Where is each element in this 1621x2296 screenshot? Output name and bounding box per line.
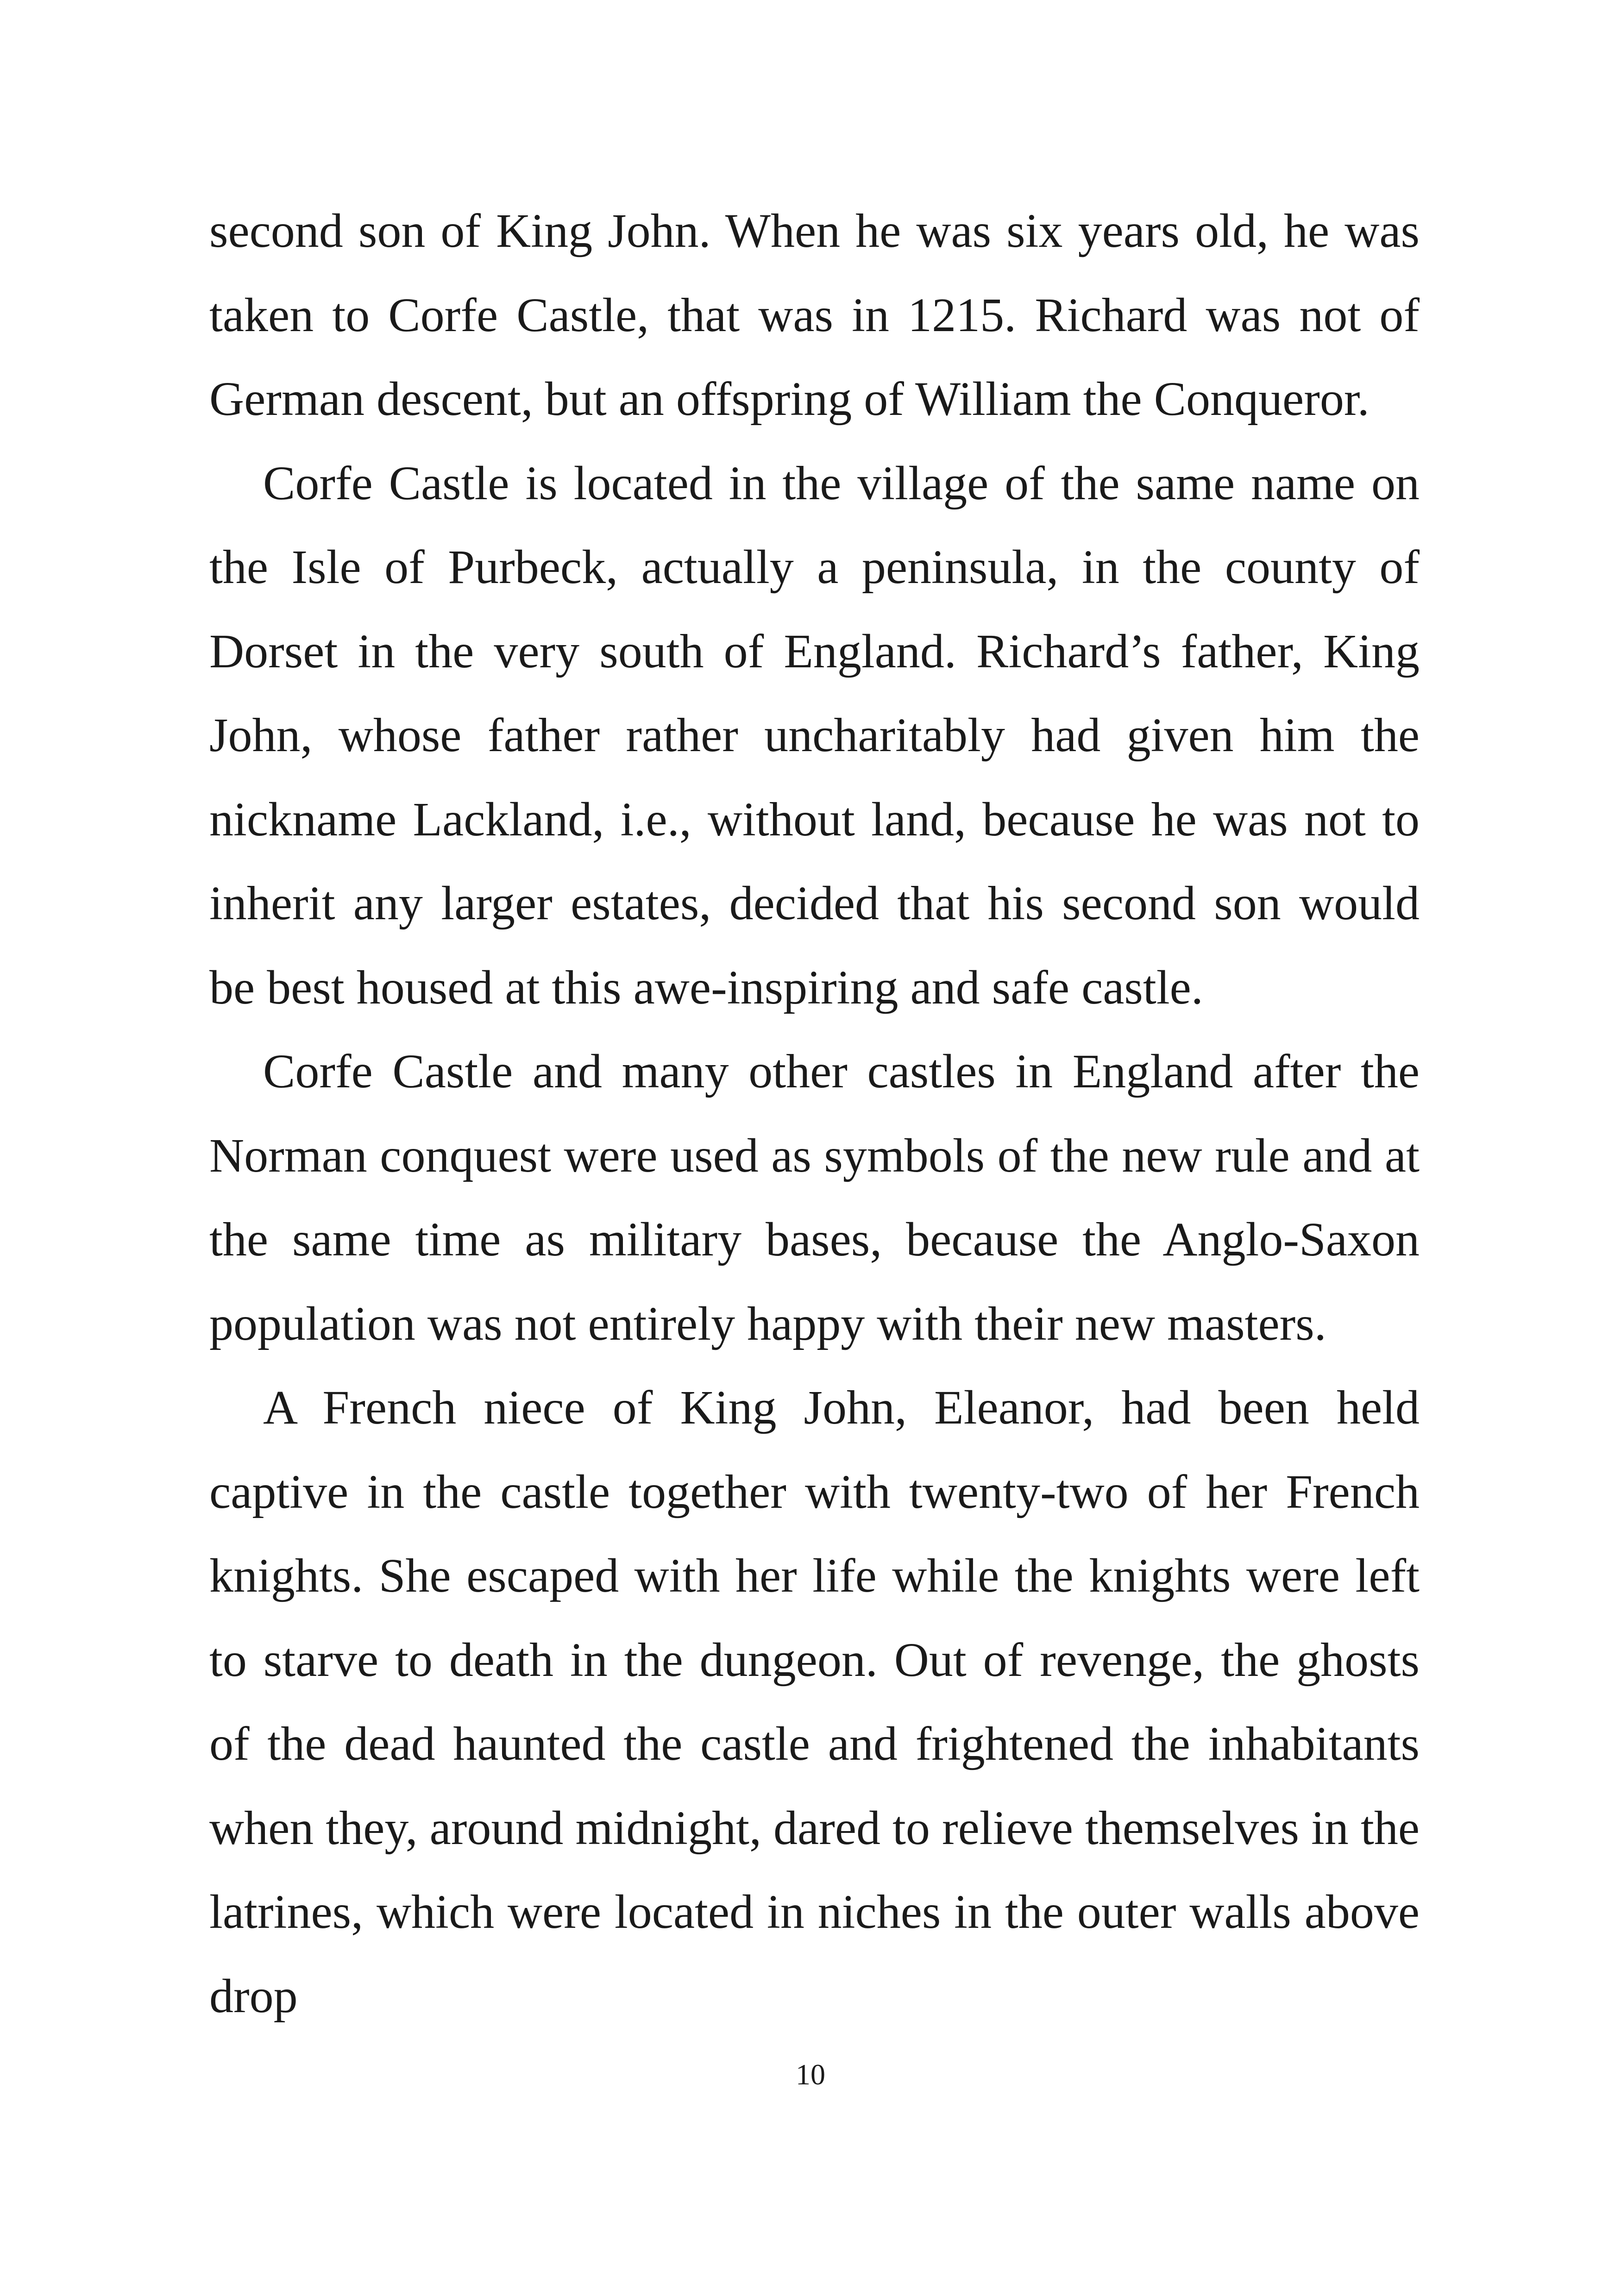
paragraph-1: second son of King John. When he was six years old, he was taken to Corfe Castle, that was in 1215. Richard was not of German descent, but an offspring of William the Conqueror. [209,204,1420,426]
page-number: 10 [796,2058,825,2091]
paragraph-2: Corfe Castle is located in the village of the same name on the Isle of Purbeck, actually a peninsula, in the county of Dorset in the very south of England. Richard’s father, King John, whose father rather uncharitably had given him the nickname Lackland, i.e., without land, because he was not to inherit any larger estates, decided that his second son would be best housed at this awe-inspiring and safe castle. [209,456,1420,1014]
body-text [209,189,1420,2038]
paragraph-3: Corfe Castle and many other castles in England after the Norman conquest were used as symbols of the new rule and at the same time as military bases, because the Anglo-Saxon population was not entirely happy with their new masters. [209,1045,1420,1350]
paragraph-4: A French niece of King John, Eleanor, had been held captive in the castle together with twenty-two of her French knights. She escaped with her life while the knights were left to starve to death in the dungeon. Out of revenge, the ghosts of the dead haunted the castle and frightened the inhabitants when they, around midnight, dared to relieve themselves in the latrines, which were located in niches in the outer walls above drop [209,1381,1420,2023]
